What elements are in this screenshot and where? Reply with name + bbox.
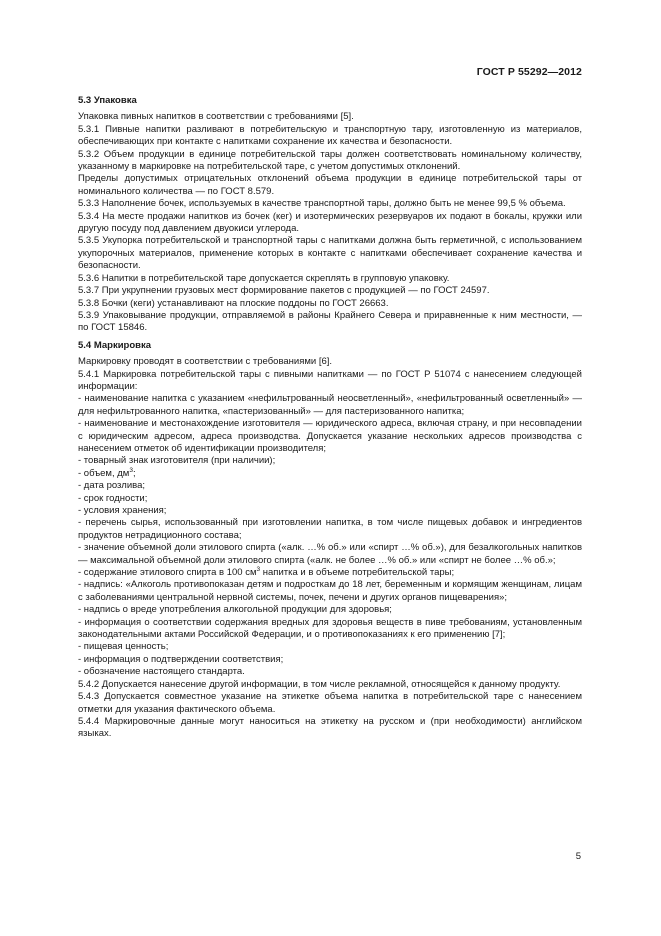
list-item-text: - пищевая ценность; xyxy=(78,641,169,653)
list-item-text: - объем, дм xyxy=(78,467,130,479)
paragraph: 5.3.2 Объем продукции в единице потребительской тары должен соответствовать номинальному количеству, указанному в маркировке на потребительской таре, с учетом допустимых отклонений. xyxy=(78,148,582,173)
paragraph: 5.3.1 Пивные напитки разливают в потребительскую и транспортную тару, изготовленную из материалов, обеспечивающих при контакте с напитками сохранение их качества и безопасности. xyxy=(78,123,582,148)
superscript: 3 xyxy=(256,565,261,573)
list-item-text: - содержание этилового спирта в 100 см xyxy=(78,567,257,579)
paragraph: Упаковка пивных напитков в соответствии с требованиями [5]. xyxy=(78,111,354,123)
list-item-text: - срок годности; xyxy=(78,492,148,504)
paragraph: 5.4.1 Маркировка потребительской тары с пивными напитками — по ГОСТ Р 51074 с нанесением следующей информации: xyxy=(78,368,582,392)
list-item xyxy=(78,418,582,455)
list-item xyxy=(78,542,582,567)
page-header: ГОСТ Р 55292—2012 xyxy=(476,66,582,78)
paragraph: 5.3.8 Бочки (кеги) устанавливают на плоские поддоны по ГОСТ 26663. xyxy=(78,297,389,309)
list-item-text: - информация о подтверждении соответствия; xyxy=(78,653,284,665)
section-marking-body xyxy=(78,356,582,741)
paragraph: 5.3.3 Наполнение бочек, используемых в качестве транспортной тары, должно быть не менее 99,5 % объема. xyxy=(78,198,566,210)
section-title-marking: 5.4 Маркировка xyxy=(78,339,152,351)
list-item-text: - обозначение настоящего стандарта. xyxy=(78,666,245,678)
page-number: 5 xyxy=(575,851,581,862)
list-item-text: - товарный знак изготовителя (при наличии); xyxy=(78,455,276,467)
list-item xyxy=(78,455,582,467)
superscript: 3 xyxy=(129,466,133,474)
list-item xyxy=(78,517,582,542)
list-item xyxy=(78,393,582,418)
paragraph: Маркировку проводят в соответствии с требованиями [6]. xyxy=(78,356,333,368)
paragraph: 5.3.6 Напитки в потребительской таре допускается скреплять в групповую упаковку. xyxy=(78,272,450,284)
list-item xyxy=(78,480,582,492)
list-item xyxy=(78,505,582,517)
list-item xyxy=(78,567,582,579)
paragraph: 5.4.3 Допускается совместное указание на этикетке объема напитка в потребительской таре с нанесением отметки для указания фактического объема. xyxy=(78,691,582,715)
document-body xyxy=(78,95,582,741)
list-item xyxy=(78,641,582,653)
list-item-tail: ; xyxy=(132,467,136,479)
paragraph: 5.3.7 При укрупнении грузовых мест формирование пакетов с продукцией — по ГОСТ 24597. xyxy=(78,285,490,297)
list-item-text: - надпись о вреде употребления алкогольной продукции для здоровья; xyxy=(78,604,392,616)
list-item-text: - надпись: «Алкоголь противопоказан детям и подросткам до 18 лет, беременным и кормящим женщинам, лицам с заболеваниями центральной нервной системы, почек, печени и других органов пищеварения»; xyxy=(78,579,582,603)
paragraph: 5.4.4 Маркировочные данные могут наноситься на этикетку на русском и (при необходимости) английском языках. xyxy=(78,715,582,740)
list-item-text: - наименование напитка с указанием «нефильтрованный неосветленный», «нефильтрованный осветленный» — для нефильтрованного напитка, «пастеризованный» — для пастеризованного напитка; xyxy=(78,393,582,417)
paragraph: 5.3.9 Упаковывание продукции, отправляемой в районы Крайнего Севера и приравненные к ним местности, — по ГОСТ 15846. xyxy=(78,309,582,334)
section-title-packaging: 5.3 Упаковка xyxy=(78,95,137,106)
list-item-tail: напитка и в объеме потребительской тары; xyxy=(260,567,455,579)
list-item-text: - дата розлива; xyxy=(78,480,146,492)
paragraph: 5.3.4 На месте продажи напитков из бочек (кег) и изотермических резервуаров их подают в бокалы, кружки или другую посуду под давлением двуокиси углерода. xyxy=(78,210,582,235)
list-item xyxy=(78,666,582,678)
section-packaging-body xyxy=(78,111,582,334)
list-item-text: - информация о соответствии содержания вредных для здоровья веществ в пиве требованиям, установленным законодательными актами Российской Федерации, и о противопоказаниях к его применению [7]; xyxy=(78,616,582,641)
list-item xyxy=(78,493,582,505)
list-item xyxy=(78,654,582,666)
list-item-text: - условия хранения; xyxy=(78,505,167,516)
list-item-text: - наименование и местонахождение изготовителя — юридического адреса, включая страну, и при несовпадении с юридическим адресом, адреса производства. Допускается указание нескольких адресов производства с нанесением отметок об идентификации производителя; xyxy=(78,418,582,454)
paragraph: Пределы допустимых отрицательных отклонений объема продукции в единице потребительской тары от номинального количества — по ГОСТ 8.579. xyxy=(78,173,582,197)
list-item xyxy=(78,617,582,642)
list-item xyxy=(78,604,582,616)
list-item xyxy=(78,579,582,604)
paragraph: 5.4.2 Допускается нанесение другой информации, в том числе рекламной, относящейся к данному продукту. xyxy=(78,678,561,690)
list-item xyxy=(78,468,582,480)
list-item-text: - значение объемной доли этилового спирта («алк. …% об.» или «спирт …% об.»), для безалкогольных напитков — максимальной объемной доли этилового спирта («алк. не более …% об.» или «спирт не более …% об.»; xyxy=(78,542,582,566)
paragraph: 5.3.5 Укупорка потребительской и транспортной тары с напитками должна быть герметичной, с использованием укупорочных материалов, применение которых в контакте с напитками обеспечивает сохранение качества и безопасности. xyxy=(78,235,582,272)
list-item-text: - перечень сырья, использованный при изготовлении напитка, в том числе пищевых добавок и ингредиентов продуктов нетрадиционного состава; xyxy=(78,517,582,541)
